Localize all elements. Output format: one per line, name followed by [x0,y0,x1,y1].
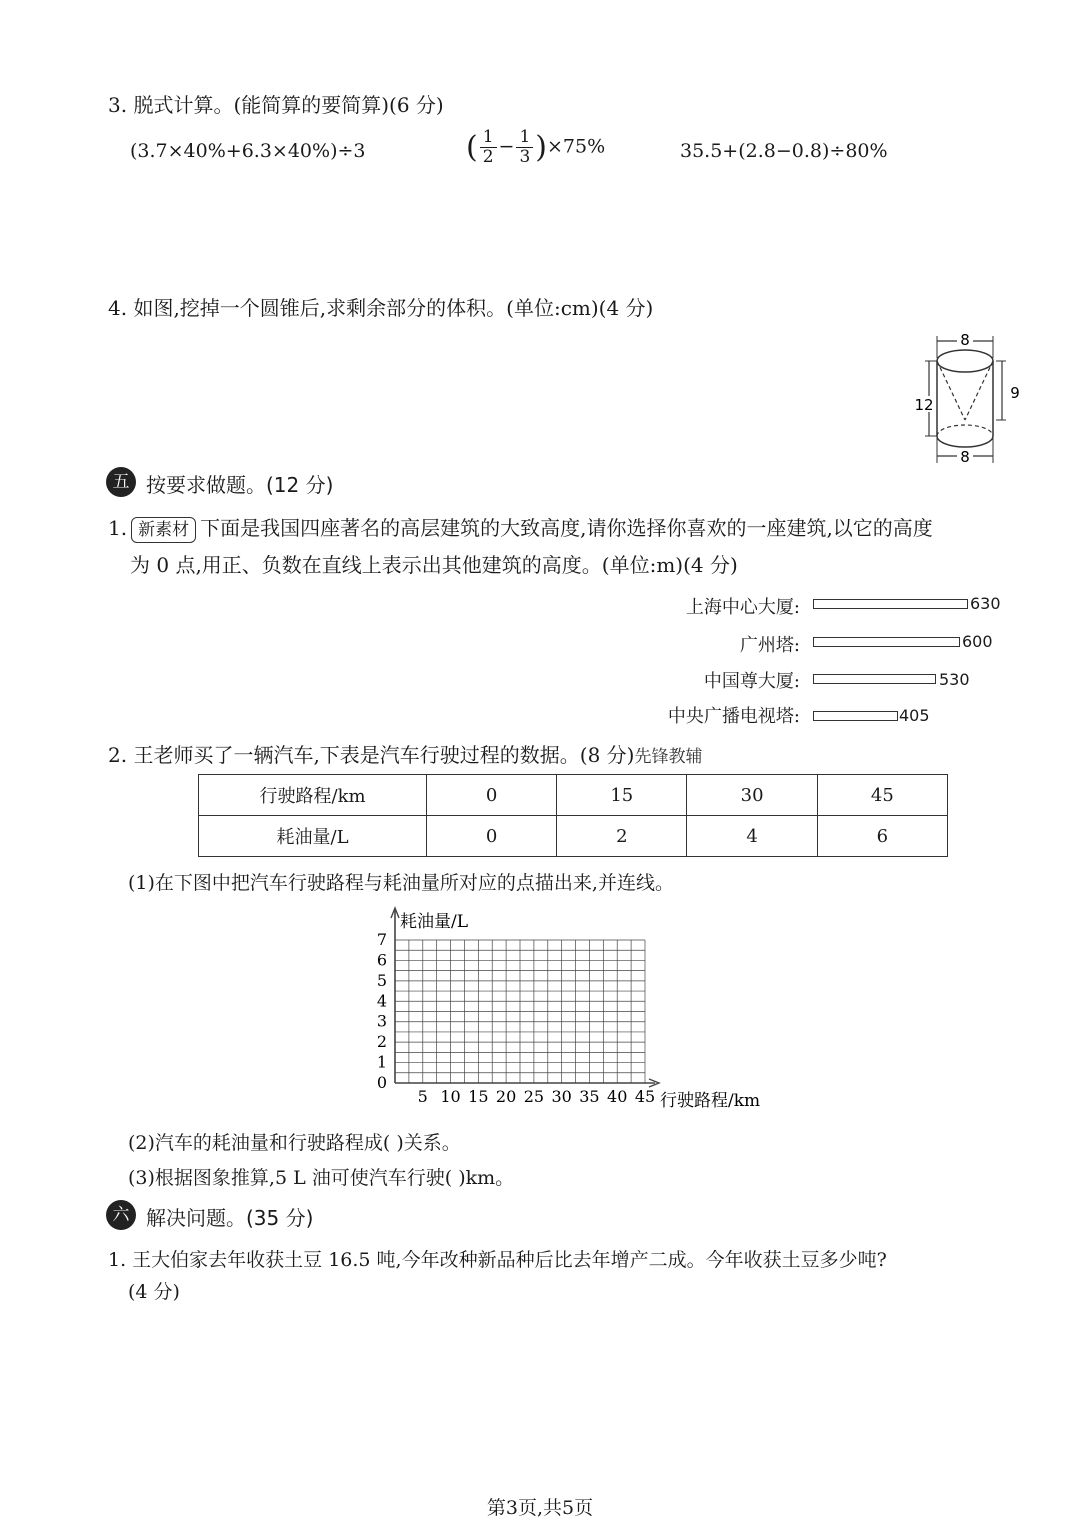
building-name-2: 广州塔: [739,635,800,656]
s5-q1-line1 [108,512,933,543]
y-tick-label: 7 [376,930,388,949]
paren-open: ( [466,130,478,165]
s6-q1-line2: (4 分) [128,1281,180,1303]
table-cell: 2 [557,816,687,857]
building-name-4: 中央广播电视塔: [667,706,800,727]
building-bar-3 [813,674,936,684]
fig-top-label: 8 [960,331,970,349]
chart-axes [391,908,659,1087]
section-6-title: 解决问题。(35 分) [146,1206,314,1230]
s5-q1-number: 1. [108,516,128,540]
y-tick-label: 1 [376,1052,388,1072]
fig-height-label: 12 [914,396,934,414]
building-height-4: 405 [899,706,930,725]
y-tick-label: 4 [376,991,388,1011]
table-cell: 0 [427,816,557,857]
cylinder-cone-figure [905,328,1025,468]
expr2-tail: ×75% [547,135,606,158]
s5-q2-text: 2. 王老师买了一辆汽车,下表是汽车行驶过程的数据。(8 分) [108,743,635,767]
fig-bottom-label: 8 [960,448,970,466]
s5-q2-title [108,739,702,768]
q3-expression-2 [466,128,605,167]
table-cell: 0 [427,775,557,816]
table-row-label: 耗油量/L [199,816,427,857]
chart-ticks [377,930,655,1106]
data-table [198,774,948,857]
x-tick-label: 20 [495,1087,517,1106]
table-row [199,816,948,857]
x-axis-label: 行驶路程/km [660,1091,761,1111]
building-name-1: 上海中心大厦: [685,597,800,618]
x-tick-label: 30 [551,1087,572,1106]
building-height-2: 600 [962,632,993,651]
page-footer: 第3页,共5页 [486,1497,594,1519]
building-height-1: 630 [970,594,1001,613]
y-tick-label: 5 [376,970,388,990]
table-row [199,775,948,816]
x-tick-label: 15 [468,1087,489,1106]
q3-title: 3. 脱式计算。(能简算的要简算)(6 分) [108,93,444,117]
table-row-label: 行驶路程/km [199,775,427,816]
y-tick-label: 3 [376,1011,388,1031]
table-cell: 15 [557,775,687,816]
s5-q2-sub2: (2)汽车的耗油量和行驶路程成( )关系。 [128,1132,461,1154]
q3-expression-3: 35.5+(2.8−0.8)÷80% [680,140,888,162]
section-6-badge: 六 [106,1200,136,1230]
table-cell: 4 [687,816,817,857]
q3-expression-1: (3.7×40%+6.3×40%)÷3 [130,140,366,162]
x-tick-label: 5 [417,1087,428,1106]
fraction-half: $\frac{1}{2}$ [480,128,497,167]
fuel-grid-chart [360,902,800,1120]
table-cell: 45 [817,775,947,816]
s5-q1-text: 下面是我国四座著名的高层建筑的大致高度,请你选择你喜欢的一座建筑,以它的高度 [200,516,933,540]
table-cell: 6 [817,816,947,857]
building-height-3: 530 [939,670,970,689]
x-tick-label: 45 [634,1087,656,1106]
section-5-badge: 五 [106,467,136,497]
fraction-third: $\frac{1}{3}$ [516,128,533,167]
q4-title: 4. 如图,挖掉一个圆锥后,求剩余部分的体积。(单位:cm)(4 分) [108,296,654,320]
origin-label: 0 [376,1073,388,1092]
x-tick-label: 40 [607,1087,628,1106]
s6-q1-line1: 1. 王大伯家去年收获土豆 16.5 吨,今年改种新品种后比去年增产二成。今年收获土豆多少吨? [108,1249,887,1271]
table-cell: 30 [687,775,817,816]
chart-grid [395,940,645,1083]
y-axis-label: 耗油量/L [400,912,469,932]
section-5-title: 按要求做题。(12 分) [146,473,334,497]
building-bar-1 [813,599,968,609]
s5-q2-sub3: (3)根据图象推算,5 L 油可使汽车行驶( )km。 [128,1167,515,1189]
s5-q1-line2: 为 0 点,用正、负数在直线上表示出其他建筑的高度。(单位:m)(4 分) [130,553,738,577]
watermark-text: 先锋教辅 [634,747,703,767]
building-bar-2 [813,637,960,647]
x-tick-label: 10 [440,1087,461,1106]
paren-close: ) [535,130,548,165]
building-name-3: 中国尊大厦: [703,671,800,692]
y-tick-label: 6 [376,950,388,970]
s5-q2-sub1: (1)在下图中把汽车行驶路程与耗油量所对应的点描出来,并连线。 [128,872,674,894]
minus-sign: − [498,135,515,158]
building-bar-4 [813,711,898,721]
x-tick-label: 35 [579,1087,600,1106]
y-tick-label: 2 [376,1032,388,1052]
new-material-tag: 新素材 [131,517,196,543]
x-tick-label: 25 [523,1087,545,1106]
fig-cone-height-label: 9 [1010,384,1020,402]
